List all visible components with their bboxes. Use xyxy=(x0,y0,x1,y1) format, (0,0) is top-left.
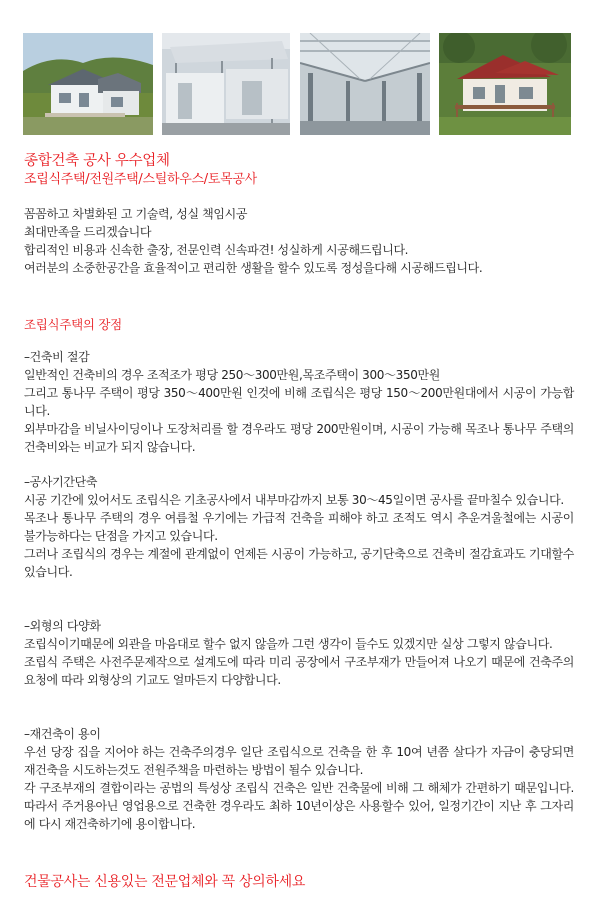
red-roof-house-photo xyxy=(439,33,571,135)
section-paragraph: 우선 당장 집을 지어야 하는 건축주의경우 일단 조립식으로 건축을 한 후 10여 년쯤 살다가 자금이 충당되면 재건축을 시도하는것도 전원주책을 마련하는 방법이 될수 있습니다. xyxy=(24,745,574,777)
section-paragraph: 그러나 조립식의 경우는 계절에 관계없이 언제든 시공이 가능하고, 공기단축으로 건축비 절감효과도 기대할수 있습니다. xyxy=(24,547,574,579)
intro-line: 최대만족을 드리겠습니다 xyxy=(24,225,152,239)
section-paragraph: 그리고 통나무 주택이 평당 350～400만원 인것에 비해 조립식은 평당 150～200만원대에서 시공이 가능합니다. xyxy=(24,386,574,418)
section-cost xyxy=(24,348,574,456)
section-paragraph: 조립식이기때문에 외관을 마음대로 할수 없지 않을까 그런 생각이 들수도 있겠지만 실상 그렇지 않습니다. xyxy=(24,637,553,651)
section-heading: –외형의 다양화 xyxy=(24,619,101,633)
section-heading: –공사기간단축 xyxy=(24,475,98,489)
section-rebuild xyxy=(24,725,574,833)
intro-line: 꼼꼼하고 차별화된 고 기술력, 성실 책임시공 xyxy=(24,207,248,221)
section-paragraph: 목조나 통나무 주택의 경우 여름철 우기에는 가급적 건축을 피해야 하고 조적도 역시 추운겨울철에는 시공이 불가능하다는 단점을 가지고 있습니다. xyxy=(24,511,574,543)
section-paragraph: 각 구조부재의 결합이라는 공법의 특성상 조립식 건축은 일반 건축물에 비해 그 해체가 간편하기 때문입니다. 따라서 주거용아닌 영업용으로 건축한 경우라도 최하 10년이상은 사용할수 있어, 일정기간이 지난 후 그자리에 다시 재건축하기에 용이합니다. xyxy=(24,781,574,831)
section-paragraph: 조립식 주택은 사전주문제작으로 설계도에 따라 미리 공장에서 구조부재가 만들어져 나오기 때문에 건축주의 요청에 따라 외형상의 기교도 얼마든지 다양합니다. xyxy=(24,655,574,687)
page-title: 종합건축 공사 우수업체 xyxy=(24,153,170,169)
section-appearance xyxy=(24,617,574,689)
closing-notice: 건물공사는 신용있는 전문업체와 꼭 상의하세요 xyxy=(24,874,306,890)
section-paragraph: 일반적인 건축비의 경우 조적조가 평당 250～300만원,목조주택이 300～350만원 xyxy=(24,368,441,382)
section-paragraph: 외부마감을 비닐사이딩이나 도장처리를 할 경우라도 평당 200만원이며, 시공이 가능해 목조나 통나무 주택의 건축비와는 비교가 되지 않습니다. xyxy=(24,422,574,454)
photo-strip xyxy=(23,33,571,135)
section-paragraph: 시공 기간에 있어서도 조립식은 기초공사에서 내부마감까지 보통 30～45일이면 공사를 끝마칠수 있습니다. xyxy=(24,493,564,507)
intro-line: 합리적인 비용과 신속한 출장, 전문인력 신속파견! 성실하게 시공해드립니다. xyxy=(24,243,409,257)
page-subtitle: 조립식주택/전원주택/스틸하우스/토목공사 xyxy=(24,172,257,187)
advantages-title: 조립식주택의 장점 xyxy=(24,317,122,332)
section-heading: –건축비 절감 xyxy=(24,350,90,364)
intro-line: 여러분의 소중한공간을 효율적이고 편리한 생활을 할수 있도록 정성을다해 시공해드립니다. xyxy=(24,261,483,275)
intro-block xyxy=(24,205,574,277)
section-heading: –재건축이 용이 xyxy=(24,727,101,741)
steel-warehouse-exterior-photo xyxy=(162,33,290,135)
white-country-house-photo xyxy=(23,33,153,135)
steel-frame-interior-photo xyxy=(300,33,430,135)
section-period xyxy=(24,473,574,581)
